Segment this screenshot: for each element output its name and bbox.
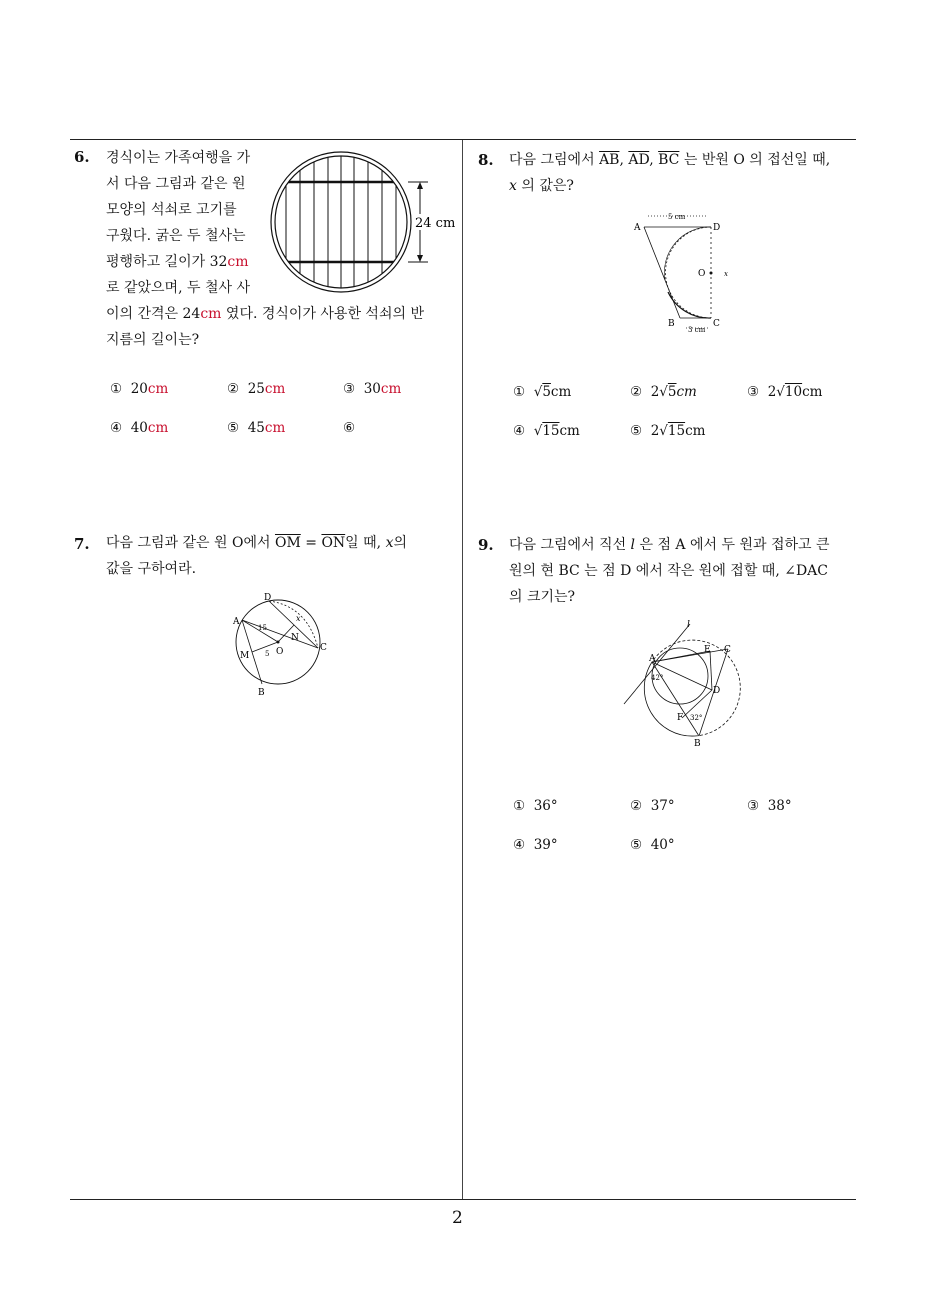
q7-number: 7. — [74, 535, 90, 553]
q7-circle-figure — [222, 588, 342, 700]
svg-text:B: B — [694, 739, 701, 749]
svg-text:C: C — [713, 319, 720, 329]
q8-text: 다음 그림에서 $\overline{AB}$, $\overline{AD}$, $\overline{BC}$ 는 반원 O 의 접선일 때, x 의 값은? — [509, 152, 831, 194]
q9-choice-3[interactable]: ③ 38° — [747, 798, 792, 814]
q6-choice-5[interactable]: ⑤ 45cm — [227, 420, 286, 436]
q6-text: 경식이는 가족여행을 가 서 다음 그림과 같은 원 모양의 석쇠로 고기를 구웠다. 굵은 두 철사는 평행하고 길이가 32cm 로 같았으며, 두 철사 사 이의 간격은 24cm 였다. 경식이가 사용한 석쇠의 반 지름의 길이는? — [106, 150, 424, 348]
q9-two-circles-figure — [620, 618, 750, 750]
q9-text: 다음 그림에서 직선 l 은 점 A 에서 두 원과 접하고 큰 원의 현 BC 는 점 D 에서 작은 원에 접할 때, ∠DAC 의 크기는? — [509, 537, 830, 605]
svg-text:5 cm: 5 cm — [668, 213, 686, 221]
q6-choice-2[interactable]: ② 25cm — [227, 381, 286, 397]
page-number: 2 — [452, 1208, 463, 1228]
q9-number: 9. — [478, 536, 494, 554]
q9-choice-1[interactable]: ① 36° — [513, 798, 558, 814]
svg-text:D: D — [713, 223, 721, 233]
svg-text:B: B — [258, 688, 265, 698]
q6-grill-figure — [268, 148, 458, 298]
q6-number: 6. — [74, 148, 90, 166]
svg-text:3 cm: 3 cm — [688, 326, 706, 334]
svg-text:N: N — [291, 633, 299, 643]
q8-choice-2[interactable]: ② 2√5cm — [630, 384, 697, 400]
q6-choice-6[interactable]: ⑥ — [343, 420, 356, 436]
svg-text:B: B — [668, 319, 675, 329]
svg-text:42°: 42° — [651, 674, 664, 682]
svg-text:E: E — [704, 645, 711, 655]
q8-choice-3[interactable]: ③ 2√10cm — [747, 384, 823, 400]
svg-text:5: 5 — [265, 650, 270, 658]
bottom-rule — [70, 1199, 856, 1200]
svg-text:A: A — [634, 223, 641, 233]
q6-choice-3[interactable]: ③ 30cm — [343, 381, 402, 397]
q9-choice-5[interactable]: ⑤ 40° — [630, 837, 675, 853]
q6-choice-1[interactable]: ① 20cm — [110, 381, 169, 397]
q7-text: 다음 그림과 같은 원 O에서 $\overline{OM} = \overline{ON}$일 때, x의 값을 구하여라. — [106, 535, 408, 577]
svg-text:x: x — [724, 270, 728, 278]
q9-choice-2[interactable]: ② 37° — [630, 798, 675, 814]
svg-text:15: 15 — [258, 624, 267, 632]
q8-choice-5[interactable]: ⑤ 2√15cm — [630, 423, 706, 439]
svg-text:M: M — [240, 651, 250, 661]
svg-text:32°: 32° — [690, 714, 703, 722]
svg-text:A: A — [233, 617, 240, 627]
svg-text:C: C — [320, 643, 327, 653]
q8-choice-1[interactable]: ① √5cm — [513, 384, 572, 400]
svg-text:x: x — [296, 614, 301, 623]
q9-choice-4[interactable]: ④ 39° — [513, 837, 558, 853]
svg-text:F: F — [677, 713, 684, 723]
q8-number: 8. — [478, 151, 494, 169]
svg-text:O: O — [698, 269, 706, 279]
svg-text:C: C — [724, 645, 731, 655]
q8-choice-4[interactable]: ④ √15cm — [513, 423, 580, 439]
q6-figure-label: 24 cm — [415, 216, 456, 231]
top-rule — [70, 139, 856, 140]
svg-text:O: O — [276, 647, 284, 657]
q8-semicircle-figure — [628, 208, 740, 334]
q6-choice-4[interactable]: ④ 40cm — [110, 420, 169, 436]
svg-text:l: l — [687, 620, 690, 630]
svg-text:A: A — [649, 654, 656, 664]
svg-text:D: D — [713, 686, 721, 696]
svg-text:D: D — [264, 593, 272, 603]
